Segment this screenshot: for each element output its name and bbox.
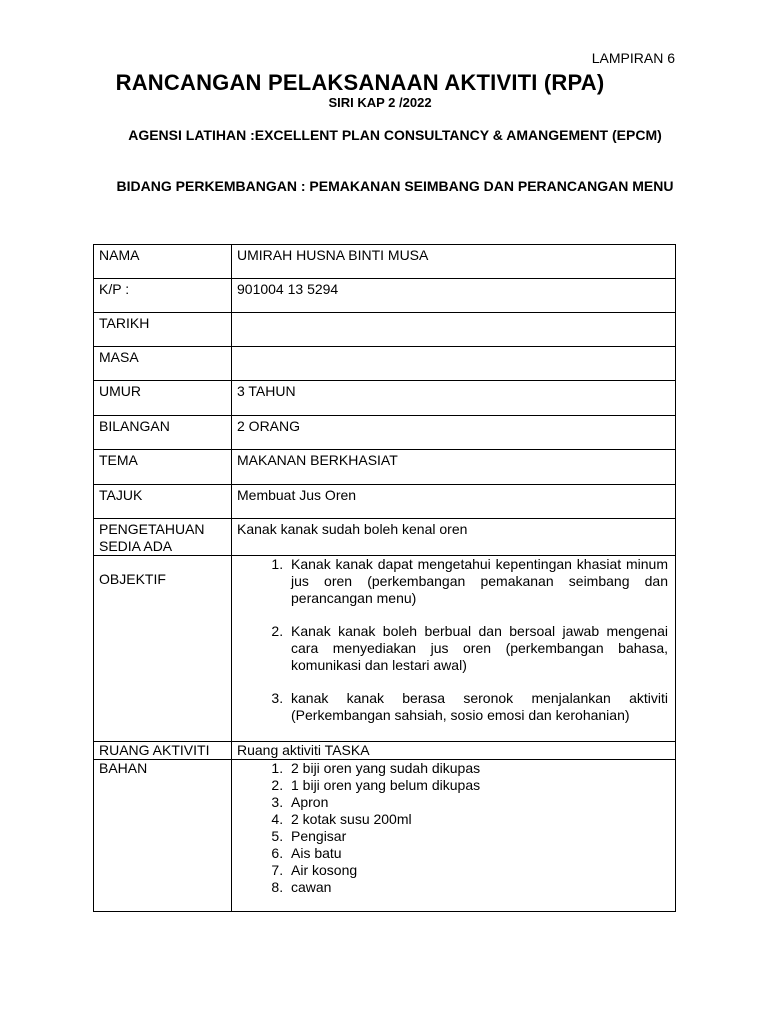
bahan-item: 7. Air kosong — [287, 862, 670, 879]
nama-label: NAMA — [94, 245, 232, 279]
table-row-tajuk — [94, 485, 676, 519]
bahan-item: 3. Apron — [287, 794, 670, 811]
bilangan-value: 2 ORANG — [232, 416, 676, 450]
rpa-table — [93, 244, 676, 912]
tarikh-label: TARIKH — [94, 313, 232, 347]
agensi-latihan-heading: AGENSI LATIHAN :EXCELLENT PLAN CONSULTANCY & AMANGEMENT (EPCM) — [128, 127, 662, 143]
bahan-item: 4. 2 kotak susu 200ml — [287, 811, 670, 828]
tajuk-value: Membuat Jus Oren — [232, 485, 676, 519]
ruang-aktiviti-label: RUANG AKTIVITI — [94, 742, 232, 760]
table-row-tarikh — [94, 313, 676, 347]
umur-value: 3 TAHUN — [232, 381, 676, 416]
pengetahuan-label-line2: SEDIA ADA — [99, 538, 173, 554]
objektif-item: 3. kanak kanak berasa seronok menjalankan aktiviti (Perkembangan sahsiah, sosio emosi dan kerohanian) — [287, 690, 668, 724]
bahan-item: 2. 1 biji oren yang belum dikupas — [287, 777, 670, 794]
table-row-objektif — [94, 556, 676, 742]
bahan-item: 8. cawan — [287, 879, 670, 896]
table-row-bahan — [94, 760, 676, 912]
tarikh-value — [232, 313, 676, 347]
nama-value: UMIRAH HUSNA BINTI MUSA — [232, 245, 676, 279]
bidang-perkembangan-heading: BIDANG PERKEMBANGAN : PEMAKANAN SEIMBANG DAN PERANCANGAN MENU — [116, 178, 674, 194]
bahan-list — [237, 760, 670, 896]
pengetahuan-value: Kanak kanak sudah boleh kenal oren — [232, 519, 676, 556]
document-title: RANCANGAN PELAKSANAAN AKTIVITI (RPA) — [115, 70, 605, 95]
bilangan-label: BILANGAN — [94, 416, 232, 450]
table-row-tema — [94, 450, 676, 485]
table-row-pengetahuan — [94, 519, 676, 556]
bahan-item: 6. Ais batu — [287, 845, 670, 862]
siri-label: SIRI KAP 2 /2022 — [328, 95, 432, 110]
bahan-label: BAHAN — [94, 760, 232, 912]
table-row-nama — [94, 245, 676, 279]
table-row-masa — [94, 347, 676, 381]
pengetahuan-label-line1: PENGETAHUAN — [99, 521, 205, 537]
bahan-item: 5. Pengisar — [287, 828, 670, 845]
objektif-list — [237, 556, 670, 724]
umur-label: UMUR — [94, 381, 232, 416]
kp-value: 901004 13 5294 — [232, 279, 676, 313]
bahan-item: 1. 2 biji oren yang sudah dikupas — [287, 760, 670, 777]
table-row-bilangan — [94, 416, 676, 450]
tema-label: TEMA — [94, 450, 232, 485]
kp-label: K/P : — [94, 279, 232, 313]
tajuk-label: TAJUK — [94, 485, 232, 519]
objektif-item: 2. Kanak kanak boleh berbual dan bersoal jawab mengenai cara menyediakan jus oren (perkembangan bahasa, komunikasi dan lestari awal) — [287, 623, 668, 674]
tema-value: MAKANAN BERKHASIAT — [232, 450, 676, 485]
bahan-value — [232, 760, 676, 912]
objektif-label: OBJEKTIF — [94, 556, 232, 742]
table-row-umur — [94, 381, 676, 416]
lampiran-label: LAMPIRAN 6 — [591, 50, 675, 66]
table-row-ruang-aktiviti — [94, 742, 676, 760]
pengetahuan-label — [94, 519, 232, 556]
objektif-item: 1. Kanak kanak dapat mengetahui kepentingan khasiat minum jus oren (perkembangan pemakanan seimbang dan perancangan menu) — [287, 556, 668, 607]
ruang-aktiviti-value: Ruang aktiviti TASKA — [232, 742, 676, 760]
masa-label: MASA — [94, 347, 232, 381]
objektif-value — [232, 556, 676, 742]
masa-value — [232, 347, 676, 381]
table-row-kp — [94, 279, 676, 313]
